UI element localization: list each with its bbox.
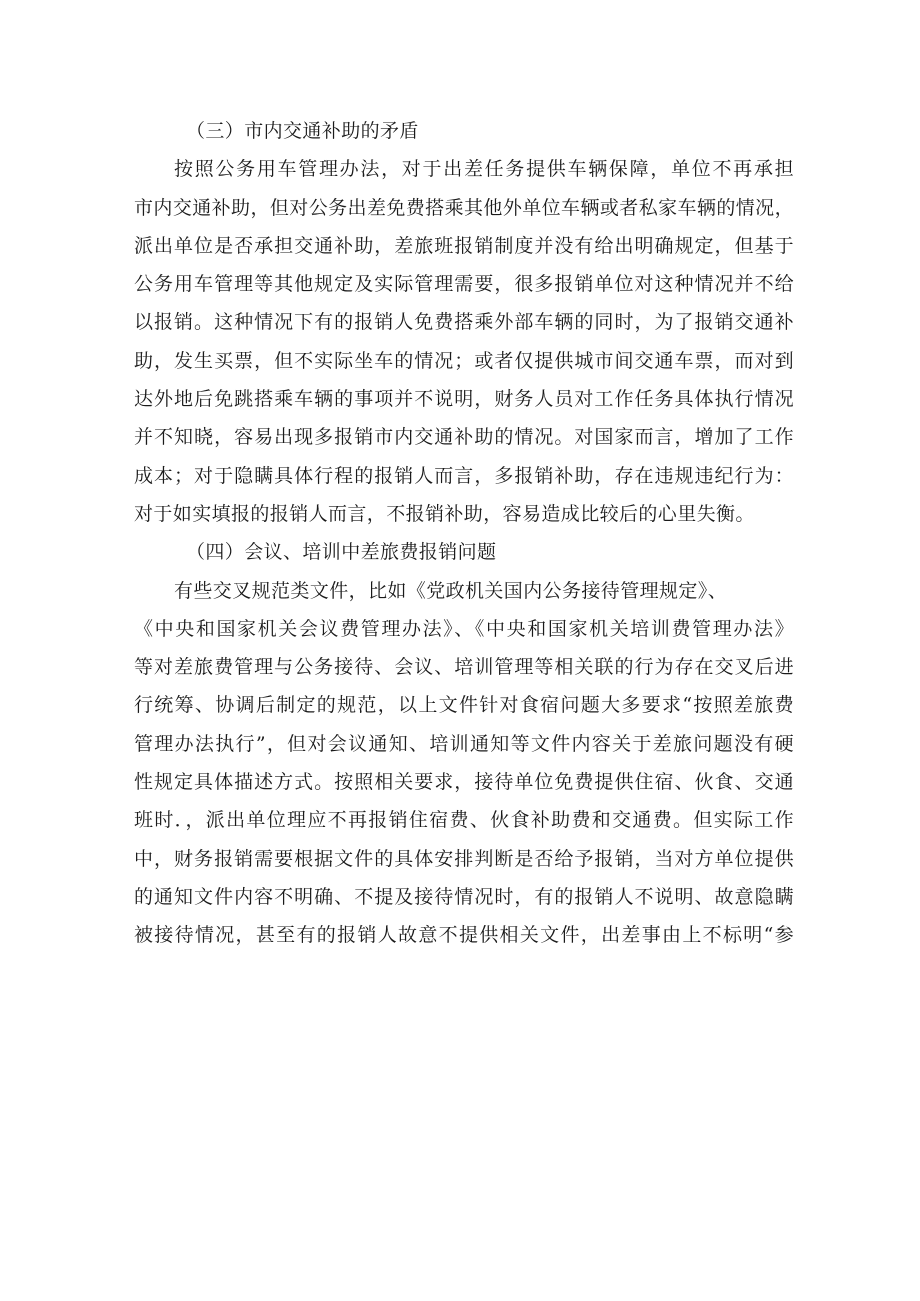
paragraph-line: 《中央和国家机关会议费管理办法》、《中央和国家机关培训费管理办法》 (134, 617, 794, 640)
paragraph-line: 有些交叉规范类文件，比如《党政机关国内公务接待管理规定》、 (174, 579, 728, 602)
paragraph-line: 派出单位是否承担交通补助，差旅班报销制度并没有给出明确规定，但基于 (134, 234, 794, 257)
document-body (134, 112, 794, 955)
paragraph-line: 行统筹、协调后制定的规范，以上文件针对食宿问题大多要求“按照差旅费 (134, 694, 794, 717)
section-heading-4: （四）会议、培训中差旅费报销问题 (186, 541, 497, 564)
paragraph-line: 以报销。这种情况下有的报销人免费搭乘外部车辆的同时，为了报销交通补 (134, 311, 794, 334)
paragraph-line: 助，发生买票，但不实际坐车的情况；或者仅提供城市间交通车票，而对到 (134, 349, 794, 372)
paragraph-line: 成本；对于隐瞒具体行程的报销人而言，多报销补助，存在违规违纪行为： (134, 464, 794, 487)
paragraph-line: 的通知文件内容不明确、不提及接待情况时，有的报销人不说明、故意隐瞒 (134, 885, 794, 908)
paragraph-line: 达外地后免跳搭乘车辆的事项并不说明，财务人员对工作任务具体执行情况 (134, 388, 794, 411)
paragraph-line: 性规定具体描述方式。按照相关要求，接待单位免费提供住宿、伙食、交通 (134, 771, 794, 794)
paragraph-line: 公务用车管理等其他规定及实际管理需要，很多报销单位对这种情况并不给 (134, 273, 794, 296)
paragraph-line: 班时．，派出单位理应不再报销住宿费、伙食补助费和交通费。但实际工作 (134, 809, 794, 832)
paragraph-line: 被接待情况，甚至有的报销人故意不提供相关文件，出差事由上不标明“参 (134, 924, 794, 947)
paragraph-line: 等对差旅费管理与公务接待、会议、培训管理等相关联的行为存在交叉后进 (134, 656, 794, 679)
paragraph-line: 管理办法执行”，但对会议通知、培训通知等文件内容关于差旅问题没有硬 (134, 732, 794, 755)
paragraph-line: 市内交通补助，但对公务出差免费搭乘其他外单位车辆或者私家车辆的情况， (134, 196, 794, 219)
section-heading-3: （三）市内交通补助的矛盾 (186, 120, 419, 142)
paragraph-line: 对于如实填报的报销人而言，不报销补助，容易造成比较后的心里失衡。 (134, 502, 755, 525)
paragraph-line: 中，财务报销需要根据文件的具体安排判断是否给予报销，当对方单位提供 (134, 847, 794, 870)
paragraph-line: 按照公务用车管理办法，对于出差任务提供车辆保障，单位不再承担 (174, 158, 794, 181)
paragraph-line: 并不知晓，容易出现多报销市内交通补助的情况。对国家而言，增加了工作 (134, 426, 794, 449)
